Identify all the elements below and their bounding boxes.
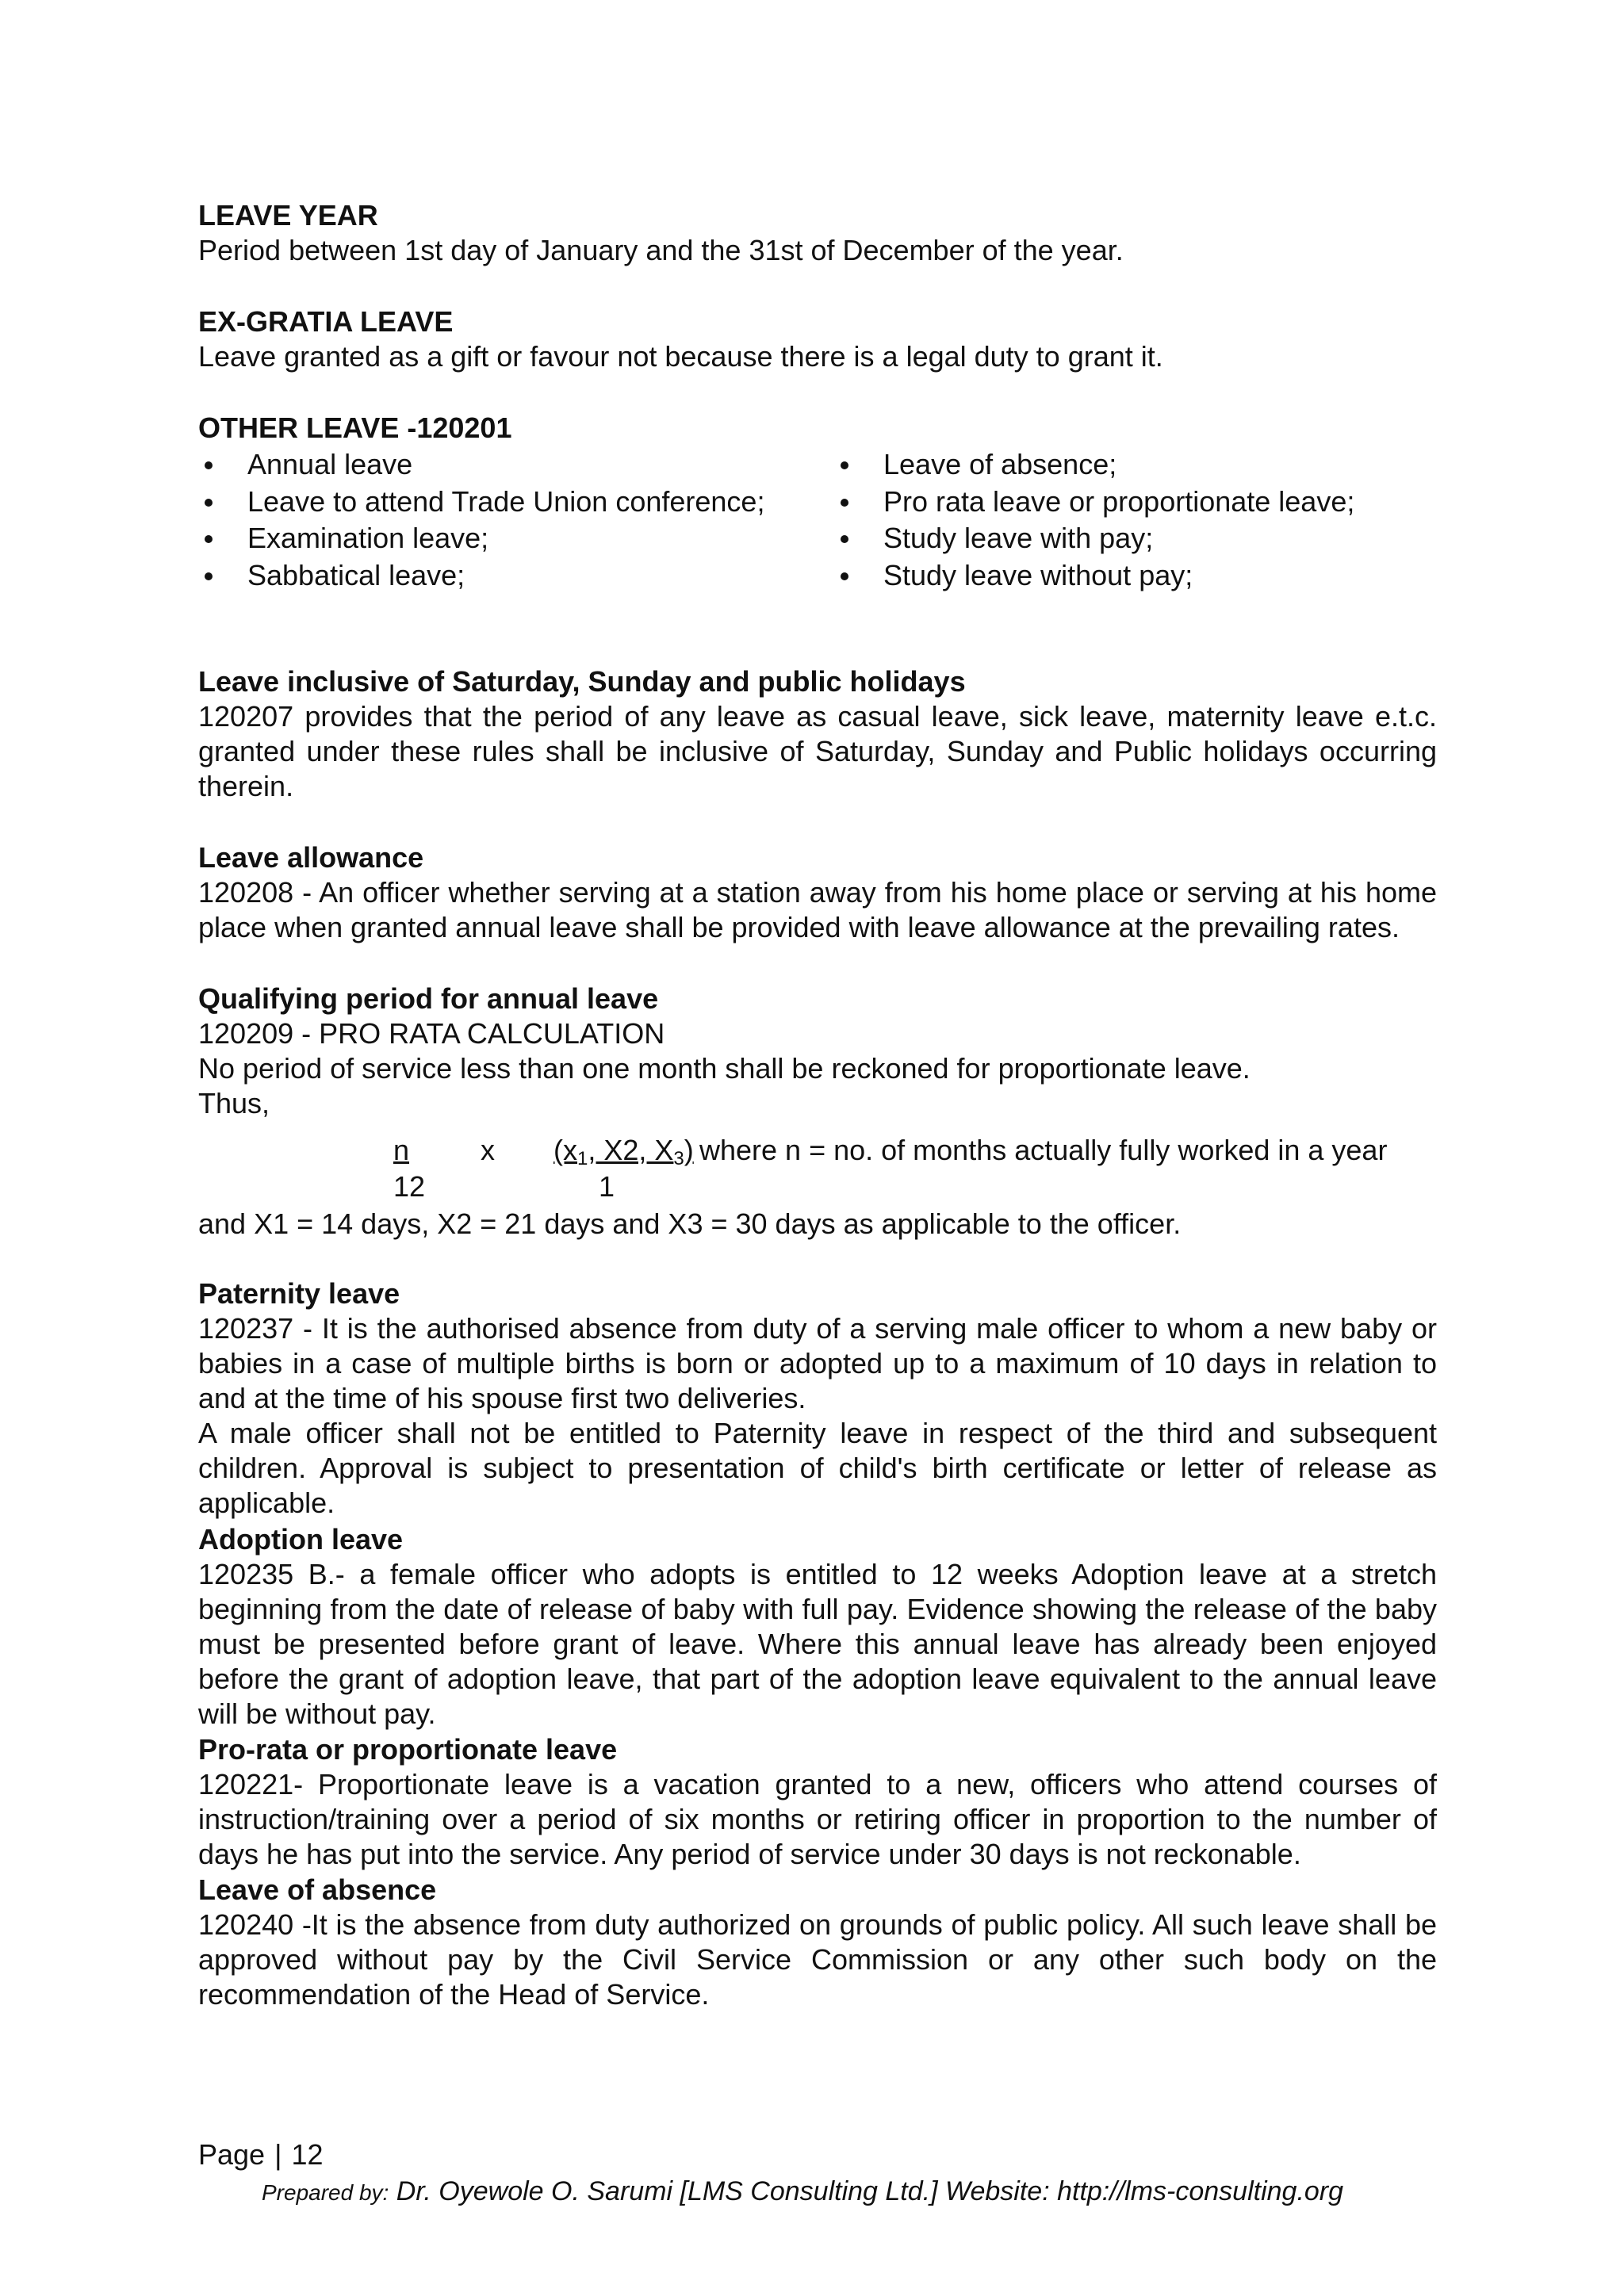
section-inclusive [198, 664, 1437, 804]
page-label: Page [198, 2138, 266, 2171]
list-item: Sabbatical leave; [198, 557, 817, 595]
bullet-icon [205, 499, 213, 507]
formula-denominator-1: 1 [599, 1170, 615, 1203]
formula-denominator-12: 12 [393, 1170, 426, 1203]
section-qualifying [198, 982, 1437, 1121]
heading-paternity: Paternity leave [198, 1277, 400, 1310]
other-leave-left-list [198, 446, 817, 594]
section-leave-of-absence [198, 1873, 1437, 2012]
separator: | [274, 2138, 282, 2171]
formula-numerator-n: n [393, 1134, 410, 1166]
section-ex-gratia [198, 304, 1437, 374]
section-other-leave [198, 411, 1437, 446]
heading-ex-gratia: EX-GRATIA LEAVE [198, 305, 454, 338]
formula-numerator-x: ($x_1$, X2, $X_3$) [553, 1134, 694, 1169]
pro-rata-formula [198, 1134, 1467, 1213]
page-number [198, 2138, 323, 2172]
text-paternity-2: A male officer shall not be entitled to Paternity leave in respect of the third and subsequent children. Approval is subject to presentation of child's birth certificate or letter of release as applicable. [198, 1417, 1437, 1519]
text-pro-rata: 120221- Proportionate leave is a vacation granted to a new, officers who attend courses of instruction/training over a period of six months or retiring officer in proportion to the number of days he has put into the service. Any period of service under 30 days is not reckonable. [198, 1768, 1437, 1870]
prepared-text: Dr. Oyewole O. Sarumi [LMS Consulting Ltd.] Website: http://lms-consulting.org [396, 2176, 1344, 2206]
other-leave-right-list [834, 446, 1453, 594]
heading-qualifying: Qualifying period for annual leave [198, 982, 659, 1015]
prepared-label: Prepared by: [262, 2180, 389, 2205]
section-allowance [198, 840, 1437, 945]
list-item: Pro rata leave or proportionate leave; [834, 484, 1453, 521]
text-thus: Thus, [198, 1087, 270, 1119]
text-allowance: 120208 - An officer whether serving at a station away from his home place or serving at his home place when granted annual leave shall be provided with leave allowance at the prevailing rates. [198, 876, 1437, 943]
text-leave-of-absence: 120240 -It is the absence from duty authorized on grounds of public policy. All such leave shall be approved without pay by the Civil Service Commission or any other such body on the recommendation of the Head of Service. [198, 1908, 1437, 2011]
heading-pro-rata: Pro-rata or proportionate leave [198, 1733, 618, 1766]
section-adoption [198, 1522, 1437, 1732]
heading-adoption: Adoption leave [198, 1523, 404, 1556]
bullet-icon [841, 461, 848, 469]
list-item: Leave of absence; [834, 446, 1453, 484]
formula-where: where n = no. of months actually fully worked in a year [699, 1134, 1388, 1166]
list-item: Annual leave [198, 446, 817, 484]
heading-leave-of-absence: Leave of absence [198, 1873, 437, 1906]
formula-times: x [481, 1134, 495, 1166]
bullet-icon [841, 535, 848, 543]
list-item: Study leave without pay; [834, 557, 1453, 595]
bullet-icon [841, 572, 848, 580]
heading-allowance: Leave allowance [198, 841, 424, 874]
text-paternity-1: 120237 - It is the authorised absence from duty of a serving male officer to whom a new baby or babies in a case of multiple births is born or adopted up to a maximum of 10 days in relation to and at the time of his spouse first two deliveries. [198, 1312, 1437, 1414]
heading-other-leave: OTHER LEAVE -120201 [198, 411, 512, 444]
bullet-icon [205, 461, 213, 469]
heading-inclusive: Leave inclusive of Saturday, Sunday and public holidays [198, 665, 966, 698]
section-pro-rata [198, 1732, 1437, 1872]
section-leave-year [198, 198, 1437, 268]
prepared-by-footer [262, 2176, 1343, 2207]
list-item: Leave to attend Trade Union conference; [198, 484, 817, 521]
text-inclusive: 120207 provides that the period of any leave as casual leave, sick leave, maternity leave e.t.c. granted under these rules shall be inclusive of Saturday, Sunday and Public holidays occurring therein. [198, 700, 1437, 802]
page-number-value: 12 [291, 2138, 324, 2171]
section-paternity [198, 1276, 1437, 1521]
text-x-values: and X1 = 14 days, X2 = 21 days and X3 = 30 days as applicable to the officer. [198, 1207, 1182, 1240]
text-ex-gratia: Leave granted as a gift or favour not because there is a legal duty to grant it. [198, 340, 1163, 373]
text-no-period: No period of service less than one month shall be reckoned for proportionate leave. [198, 1052, 1251, 1085]
text-pro-rata-calc: 120209 - PRO RATA CALCULATION [198, 1017, 665, 1050]
section-formula-values [198, 1207, 1437, 1242]
text-adoption: 120235 B.- a female officer who adopts is entitled to 12 weeks Adoption leave at a stretch beginning from the date of release of baby with full pay. Evidence showing the release of the baby must be presented before grant of leave. Where this annual leave has already been enjoyed before the grant of adoption leave, that part of the adoption leave equivalent to the annual leave will be without pay. [198, 1558, 1437, 1730]
bullet-icon [205, 572, 213, 580]
list-item: Study leave with pay; [834, 520, 1453, 557]
heading-leave-year: LEAVE YEAR [198, 199, 378, 232]
bullet-icon [205, 535, 213, 543]
list-item: Examination leave; [198, 520, 817, 557]
bullet-icon [841, 499, 848, 507]
text-leave-year: Period between 1st day of January and the 31st of December of the year. [198, 234, 1124, 266]
